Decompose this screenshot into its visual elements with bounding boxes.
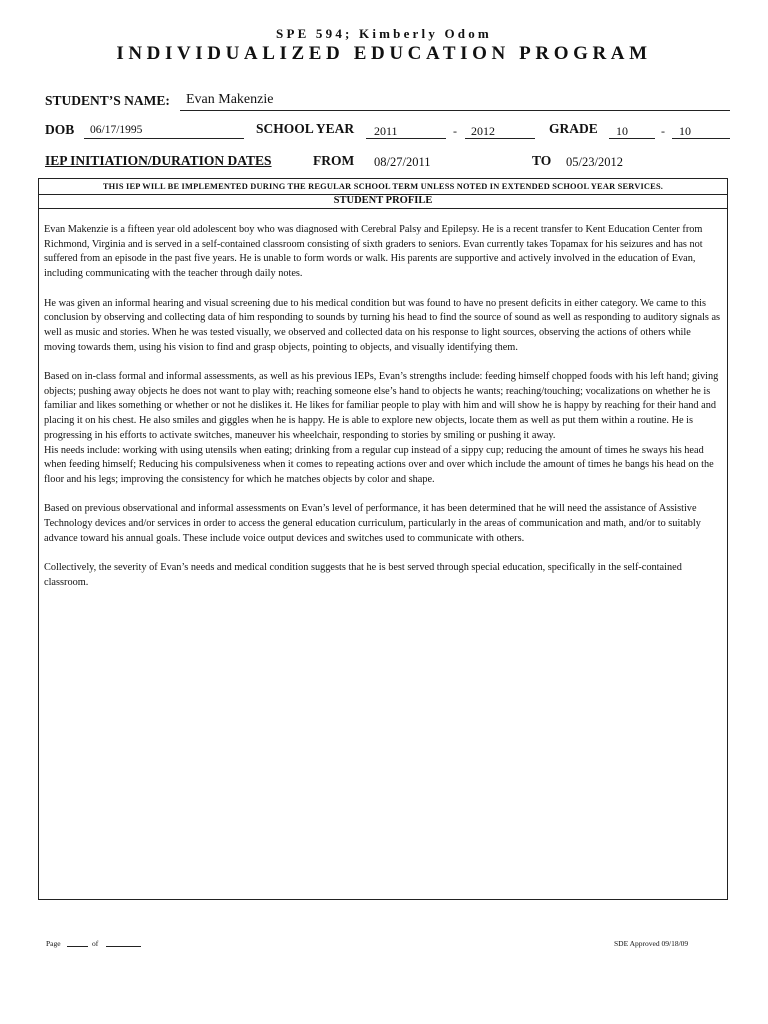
- student-profile-heading: STUDENT PROFILE: [39, 194, 727, 209]
- school-year-start-value[interactable]: 2011: [374, 124, 398, 138]
- footer-of-label: of: [92, 939, 99, 948]
- iep-dates-label: IEP INITIATION/DURATION DATES: [45, 153, 272, 168]
- profile-paragraph-screening: He was given an informal hearing and visual screening due to his medical condition but was found to have no present deficits in either category. We came to this conclusion by observing and collecting data of him responding to sounds by turning his head to find the source of sound as well as responding to auditory signals as well as music and stories. When he was tested visually, we observed and collected data on his response to light sources, observing the actions of others while moving towards them, using his vision to find and grasp objects, pointing to objects, and visually identifying them.: [44, 297, 721, 353]
- student-profile-text[interactable]: [44, 223, 722, 605]
- footer-page-total-blank[interactable]: [106, 946, 141, 947]
- footer-page-number-blank[interactable]: [67, 946, 88, 947]
- profile-paragraph-strengths: Based on in-class formal and informal assessments, as well as his previous IEPs, Evan’s strengths include: feeding himself chopped foods with his left hand; giving objects; pushing away objects he does not want to play with; reaching someone else’s hand to objects he wants; reaching/touching; vocalizations on whether he is familiar and likes something or whether or not he dislikes it. He likes for familiar people to play with him and will show he is happy by reaching for their hand and placing it on his chest. He also smiles and giggles when he is happy. He is able to explore new objects, locate them as well as put them within a routine. He is progressing in his efforts to activate switches, maneuver his wheelchair, responding to stories by smiling or pushing it away.: [44, 371, 719, 441]
- school-year-end-value[interactable]: 2012: [471, 124, 495, 138]
- grade-start-value[interactable]: 10: [616, 124, 628, 138]
- school-year-label: SCHOOL YEAR: [256, 121, 355, 136]
- profile-paragraph-needs: His needs include: working with using utensils when eating; drinking from a regular cup instead of a sippy cup; reducing the amount of times he sways his head when feeding himself; Reducing his compulsiveness when it comes to repeating actions over and over which include the amount of times he bangs his head on the floor and his legs; improving the consistency for which he matches objects by color and shape.: [44, 444, 714, 485]
- document-title: INDIVIDUALIZED EDUCATION PROGRAM: [116, 43, 652, 64]
- to-label: TO: [532, 153, 552, 168]
- profile-paragraph-background: Evan Makenzie is a fifteen year old adolescent boy who was diagnosed with Cerebral Palsy and Epilepsy. He is a recent transfer to Kent Education Center from Richmond, Virginia and is served in a self-contained classroom consisting of sixth graders to seniors. Evan currently takes Topamax for his seizures and has not suffered from an episode in the past five years. He is unable to form words or walk. His parents are supportive and actively involved in the education of Evan, including communicating with the teacher through daily notes.: [44, 224, 703, 280]
- dob-underline: [84, 138, 244, 139]
- from-label: FROM: [313, 153, 355, 168]
- dob-label: DOB: [45, 122, 75, 137]
- footer-approval: SDE Approved 09/18/09: [614, 939, 689, 948]
- school-year-dash: -: [453, 124, 457, 138]
- grade-end-value[interactable]: 10: [679, 124, 691, 138]
- footer-page-label: Page: [46, 939, 61, 948]
- profile-paragraph-assistive-technology: Based on previous observational and informal assessments on Evan’s level of performance, it has been determined that he will need the assistance of Assistive Technology devices and/or services in order to access the general education curriculum, particularly in the areas of communication and math, and/or to suitably advance toward his annual goals. These include voice output devices and switches used to communicate with others.: [44, 503, 701, 544]
- from-date-value[interactable]: 08/27/2011: [374, 155, 431, 169]
- student-name-value[interactable]: Evan Makenzie: [186, 92, 274, 107]
- implementation-notice: THIS IEP WILL BE IMPLEMENTED DURING THE REGULAR SCHOOL TERM UNLESS NOTED IN EXTENDED SCHOOL YEAR SERVICES.: [39, 179, 727, 195]
- grade-dash: -: [661, 124, 665, 138]
- student-name-underline: [180, 110, 730, 111]
- dob-value[interactable]: 06/17/1995: [90, 124, 143, 136]
- student-profile-box: [38, 178, 728, 900]
- grade-label: GRADE: [549, 121, 598, 136]
- course-heading: SPE 594; Kimberly Odom: [276, 26, 492, 41]
- profile-paragraph-placement: Collectively, the severity of Evan’s needs and medical condition suggests that he is best served through special education, specifically in the self-contained classroom.: [44, 562, 682, 588]
- to-date-value[interactable]: 05/23/2012: [566, 155, 623, 169]
- student-name-label: STUDENT’S NAME:: [45, 93, 170, 108]
